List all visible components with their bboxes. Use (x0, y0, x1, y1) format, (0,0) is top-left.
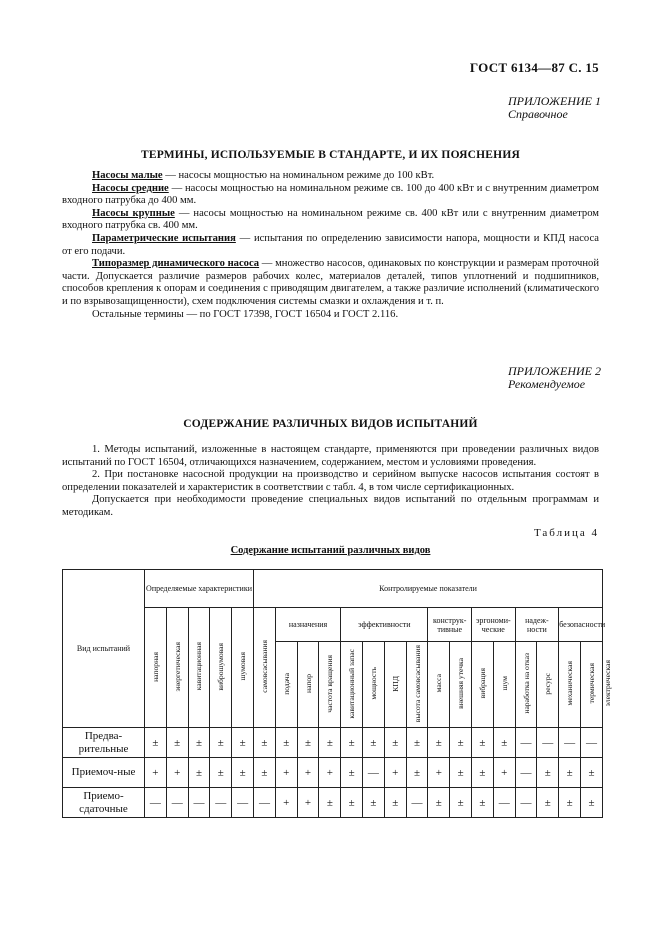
ctrl-col: наработка на отказ (515, 642, 537, 728)
table-header-row-3: подача напор частота вращения кавитационный запас мощность КПД высота самовсасывания масса внешняя утечка вибрация шум наработка на отказ ресурс механическая термическая электрическая (63, 642, 603, 728)
term-text: — насосы мощностью на номинальном режиме св. 400 кВт или с внутренним диаметром входного патрубка св. 400 мм. (62, 207, 599, 232)
ctrl-col: высота самовсасывания (406, 642, 428, 728)
defined-col-1: напорная (145, 608, 167, 728)
subgroup-ergonomic: эргономи-ческие (472, 608, 516, 642)
term-text: — множество насосов, одинаковых по конструкции и размерам проточной части. Допускается различие размеров рабочих колес, материалов деталей, типов уплотнений и подшипников, способов крепления к опорам и соединения с приводящим двигателем, а также различие исполнений (климатического и по взрывозащищенности), схем подключения системы смазки и охлаждения и т. п. (62, 258, 599, 307)
table-cell: + (275, 758, 297, 788)
table-cell: ± (450, 788, 472, 818)
section-2-para-1: 1. Методы испытаний, изложенные в настоящем стандарте, применяются при проведении различных видов испытаний по ГОСТ 16504, отличающихся назначением, содержанием, местом и условиями проведения. (62, 444, 599, 468)
appendix-2-label (508, 365, 601, 391)
table-cell: ± (406, 728, 428, 758)
table-cell: ± (297, 728, 319, 758)
appendix-1-subtitle: Справочное (508, 107, 568, 121)
defined-col-3: кавитационная (188, 608, 210, 728)
tests-table (62, 569, 613, 818)
term-paragraph (62, 183, 599, 208)
table-cell: ± (428, 728, 450, 758)
ctrl-col: масса (428, 642, 450, 728)
term-paragraph (62, 208, 599, 233)
table-cell: ± (384, 728, 406, 758)
table-cell: ± (341, 788, 363, 818)
table-cell: ± (363, 788, 385, 818)
table-cell: — (493, 788, 515, 818)
ctrl-col: ресурс (537, 642, 559, 728)
table-header-row-1 (63, 570, 603, 608)
table-cell: ± (188, 728, 210, 758)
table-cell: — (232, 788, 254, 818)
table-cell: — (559, 728, 581, 758)
ctrl-col: мощность (363, 642, 385, 728)
appendix-2-title: ПРИЛОЖЕНИЕ 2 (508, 364, 601, 378)
table-cell: — (363, 758, 385, 788)
table-cell: ± (166, 728, 188, 758)
table-cell: ± (406, 758, 428, 788)
table-cell: — (406, 788, 428, 818)
ctrl-col: шум (493, 642, 515, 728)
table-cell: ± (450, 728, 472, 758)
table-cell: ± (493, 728, 515, 758)
ctrl-col: кавитационный запас (341, 642, 363, 728)
table-cell: — (581, 728, 603, 758)
table-cell: ± (254, 728, 276, 758)
table-row (63, 728, 603, 758)
table-cell: ± (472, 788, 494, 818)
table-caption: Таблица 4 (533, 527, 599, 539)
table-cell: ± (145, 728, 167, 758)
term-text: — испытания по определению зависимости напора, мощности и КПД насоса от его подачи. (62, 232, 599, 257)
table-cell: ± (341, 758, 363, 788)
table-cell: + (428, 758, 450, 788)
section-2-body (62, 444, 599, 520)
row-label: Предва-рительные (63, 728, 145, 758)
table-cell: ± (210, 758, 232, 788)
term-name: Насосы малые (92, 170, 163, 181)
terms-block (62, 170, 599, 321)
section-1-title: ТЕРМИНЫ, ИСПОЛЬЗУЕМЫЕ В СТАНДАРТЕ, И ИХ ПОЯСНЕНИЯ (141, 149, 520, 161)
table-cell: ± (450, 758, 472, 788)
section-2-para-2: 2. При постановке насосной продукции на производство и серийном выпуске насосов испытания состоят в определении показателей и характеристик в соответствии с табл. 4, в том числе сертификационных. (62, 469, 599, 493)
other-terms: Остальные термины — по ГОСТ 17398, ГОСТ 16504 и ГОСТ 2.116. (92, 308, 399, 320)
term-text: — насосы мощностью на номинальном режиме до 100 кВт. (162, 170, 435, 181)
subgroup-design: конструк-тивные (428, 608, 472, 642)
defined-col-5: шумовая (232, 608, 254, 728)
row-label: Приемо-сдаточные (63, 788, 145, 818)
table-cell: + (319, 758, 341, 788)
table-cell: ± (341, 728, 363, 758)
table-cell: + (297, 758, 319, 788)
ctrl-col: вибрация (472, 642, 494, 728)
table-row (63, 758, 603, 788)
term-text: — насосы мощностью на номинальном режиме св. 100 до 400 кВт и с внутренним диаметром входного патрубка до 400 мм. (62, 182, 600, 207)
table-cell: ± (275, 728, 297, 758)
appendix-1-title: ПРИЛОЖЕНИЕ 1 (508, 94, 601, 108)
table-cell: — (515, 758, 537, 788)
table-cell: — (515, 788, 537, 818)
ctrl-col: подача (275, 642, 297, 728)
section-2-para-3: Допускается при необходимости проведение специальных видов испытаний по отдельным программам и методикам. (62, 494, 599, 518)
table-cell: ± (559, 758, 581, 788)
ctrl-col: напор (297, 642, 319, 728)
ctrl-col: механическая (559, 642, 581, 728)
table-cell: ± (384, 788, 406, 818)
ctrl-col: термическая (581, 642, 603, 728)
table-cell: ± (319, 728, 341, 758)
self-priming-col: самовсасывания (254, 608, 276, 728)
term-name: Насосы средние (92, 182, 169, 194)
ctrl-col: КПД (384, 642, 406, 728)
term-name: Насосы крупные (92, 207, 175, 219)
col-kind-header: Вид испытаний (63, 570, 145, 728)
defined-col-4: виброшумовая (210, 608, 232, 728)
table-cell: — (188, 788, 210, 818)
table-title: Содержание испытаний различных видов (230, 545, 431, 556)
table-row (63, 788, 603, 818)
defined-col-2: энергетическая (166, 608, 188, 728)
table-cell: — (145, 788, 167, 818)
table-cell: ± (581, 788, 603, 818)
table-cell: — (210, 788, 232, 818)
table-cell: + (384, 758, 406, 788)
subgroup-efficiency: эффективности (341, 608, 428, 642)
table-cell: ± (363, 728, 385, 758)
subgroup-reliability: надеж-ности (515, 608, 559, 642)
subgroup-safety: безопасности (559, 608, 603, 642)
table-cell: ± (472, 758, 494, 788)
table-cell: ± (188, 758, 210, 788)
subgroup-purpose: назначения (275, 608, 340, 642)
table-cell: — (537, 728, 559, 758)
table-cell: — (515, 728, 537, 758)
table-cell: ± (232, 758, 254, 788)
table-cell: ± (537, 788, 559, 818)
term-paragraph (62, 170, 599, 183)
page-header: ГОСТ 6134—87 С. 15 (469, 60, 599, 75)
table-cell: ± (559, 788, 581, 818)
table-cell: + (166, 758, 188, 788)
table-cell: ± (537, 758, 559, 788)
ctrl-col: внешняя утечка (450, 642, 472, 728)
table-cell: + (275, 788, 297, 818)
term-name: Параметрические испытания (92, 232, 236, 244)
group-defined-header: Определяемые характеристики (145, 570, 254, 608)
table-cell: ± (428, 788, 450, 818)
table-cell: — (254, 788, 276, 818)
table-cell: ± (319, 788, 341, 818)
table-body (63, 728, 603, 818)
table-cell: ± (581, 758, 603, 788)
table-cell: + (145, 758, 167, 788)
group-controlled-header: Контролируемые показатели (254, 570, 603, 608)
table-cell: ± (210, 728, 232, 758)
table-cell: ± (254, 758, 276, 788)
term-paragraph (62, 258, 599, 308)
appendix-2-subtitle: Рекомендуемое (508, 377, 586, 391)
ctrl-col: частота вращения (319, 642, 341, 728)
section-2-title: СОДЕРЖАНИЕ РАЗЛИЧНЫХ ВИДОВ ИСПЫТАНИЙ (183, 418, 478, 430)
term-name: Типоразмер динамического насоса (92, 258, 260, 270)
appendix-1-label (508, 95, 601, 121)
row-label: Приемоч-ные (63, 758, 145, 788)
term-paragraph (62, 233, 599, 258)
table-cell: ± (472, 728, 494, 758)
table-cell: + (493, 758, 515, 788)
table-cell: ± (232, 728, 254, 758)
table-cell: — (166, 788, 188, 818)
table-cell: + (297, 788, 319, 818)
